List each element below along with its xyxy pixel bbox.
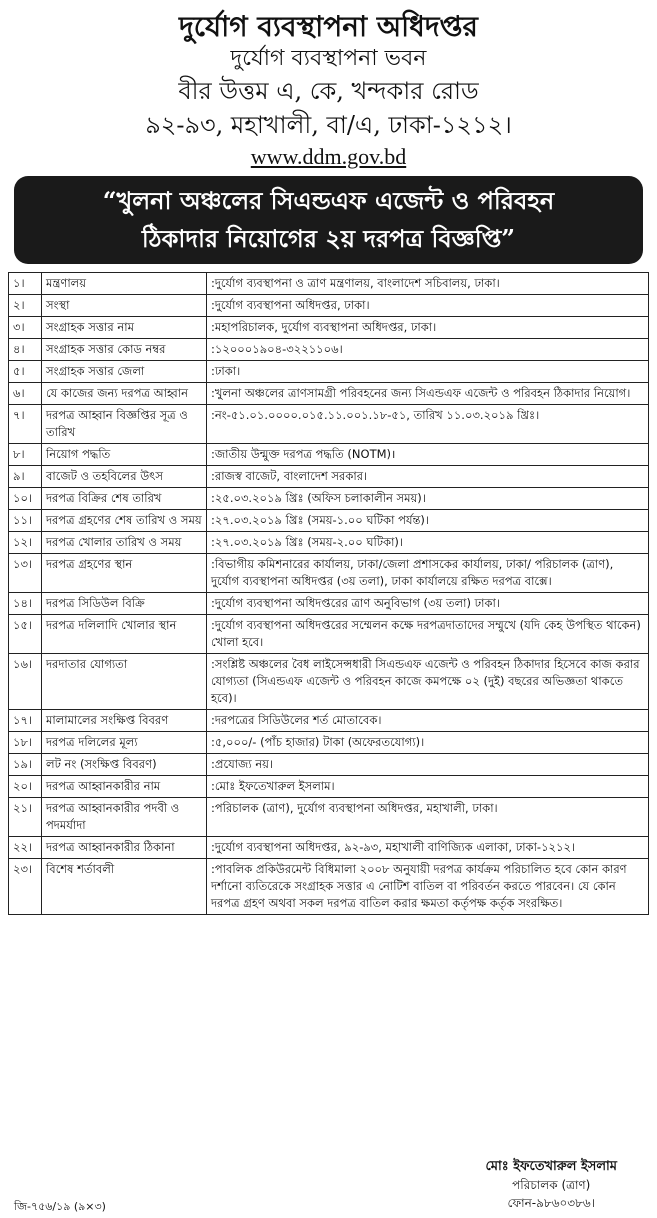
table-row [9,732,649,754]
row-label: সংগ্রাহক সত্তার কোড নম্বর [42,339,207,361]
row-value: :নং-৫১.০১.০০০০.০১৫.১১.০০১.১৮-৫১, তারিখ ১১.০৩.২০১৯ খ্রিঃ। [207,405,649,444]
signatory-phone: ফোন-৯৮৬০৩৮৬। [507,1196,595,1210]
row-number: ১৯। [9,754,42,776]
row-label: বিশেষ শর্তাবলী [42,859,207,915]
row-label: দরপত্র আহ্বানকারীর ঠিকানা [42,837,207,859]
row-value: :পরিচালক (ত্রাণ), দুর্যোগ ব্যবস্থাপনা অধিদপ্তর, মহাখালী, ঢাকা। [207,798,649,837]
row-value: :৫,০০০/- (পাঁচ হাজার) টাকা (অফেরতযোগ্য)। [207,732,649,754]
table-row [9,837,649,859]
road-name: বীর উত্তম এ, কে, খন্দকার রোড [178,77,479,105]
table-row [9,361,649,383]
banner-line-1: “খুলনা অঞ্চলের সিএন্ডএফ এজেন্ট ও পরিবহন [102,186,555,215]
row-number: ১৭। [9,710,42,732]
row-label: সংগ্রাহক সত্তার নাম [42,317,207,339]
row-value: :২৫.০৩.২০১৯ খ্রিঃ (অফিস চলাকালীন সময়)। [207,488,649,510]
table-row [9,405,649,444]
row-value: :১২০০০১৯০৪-৩২২১১০৬। [207,339,649,361]
row-label: নিয়োগ পদ্ধতি [42,444,207,466]
table-row [9,532,649,554]
row-number: ৬। [9,383,42,405]
row-number: ১৪। [9,593,42,615]
row-value: :প্রযোজ্য নয়। [207,754,649,776]
row-label: দরদাতার যোগ্যতা [42,654,207,710]
row-number: ১২। [9,532,42,554]
header [8,0,649,172]
signatory-designation: পরিচালক (ত্রাণ) [512,1178,591,1192]
signature-block [486,1158,617,1212]
row-label: বাজেট ও তহবিলের উৎস [42,466,207,488]
row-label: লট নং (সংক্ষিপ্ত বিবরণ) [42,754,207,776]
table-row [9,295,649,317]
table-row [9,554,649,593]
table-row [9,710,649,732]
row-number: ১৫। [9,615,42,654]
row-number: ২। [9,295,42,317]
website-link[interactable]: www.ddm.gov.bd [250,144,407,169]
table-row [9,383,649,405]
row-label: দরপত্র খোলার তারিখ ও সময় [42,532,207,554]
row-label: দরপত্র আহ্বানকারীর নাম [42,776,207,798]
row-value: :দুর্যোগ ব্যবস্থাপনা অধিদপ্তরের সম্মেলন কক্ষে দরপত্রদাতাদের সম্মুখে (যদি কেহ উপস্থিত থাকেন) খোলা হবে। [207,615,649,654]
table-row [9,510,649,532]
row-label: যে কাজের জন্য দরপত্র আহ্বান [42,383,207,405]
row-number: ১৬। [9,654,42,710]
table-row [9,466,649,488]
row-label: দরপত্র আহ্বানকারীর পদবী ও পদমর্যাদা [42,798,207,837]
row-label: মালামালের সংক্ষিপ্ত বিবরণ [42,710,207,732]
table-row [9,654,649,710]
row-number: ৩। [9,317,42,339]
row-value: :পাবলিক প্রকিউরমেন্ট বিধিমালা ২০০৮ অনুযায়ী দরপত্র কার্যক্রম পরিচালিত হবে কোন কারণ দর্শানো ব্যতিরেকে সংগ্রাহক সত্তার এ নোটিশ বাতিল বা পরিবর্তন করতে পারবেন। যে কোন দরপত্র গ্রহণ অথবা সকল দরপত্র বাতিল করার ক্ষমতা কর্তৃপক্ষ কর্তৃক সংরক্ষিত। [207,859,649,915]
row-value: :২৭.০৩.২০১৯ খ্রিঃ (সময়-১.০০ ঘটিকা পর্যন্ত)। [207,510,649,532]
signatory-name: মোঃ ইফতেখারুল ইসলাম [485,1159,617,1174]
row-value: :রাজস্ব বাজেট, বাংলাদেশ সরকার। [207,466,649,488]
row-number: ২২। [9,837,42,859]
table-row [9,488,649,510]
table-row [9,339,649,361]
row-label: দরপত্র বিক্রির শেষ তারিখ [42,488,207,510]
row-number: ১৮। [9,732,42,754]
row-value: :মোঃ ইফতেখারুল ইসলাম। [207,776,649,798]
row-value: :২৭.০৩.২০১৯ খ্রিঃ (সময়-২.০০ ঘটিকা)। [207,532,649,554]
row-value: :দরপত্রের সিডিউলের শর্ত মোতাবেক। [207,710,649,732]
row-number: ৯। [9,466,42,488]
table-row [9,593,649,615]
row-value: :বিভাগীয় কমিশনারের কার্যালয়, ঢাকা/জেলা প্রশাসকের কার্যালয়, ঢাকা/ পরিচালক (ত্রাণ), দুর্যোগ ব্যবস্থাপনা অধিদপ্তর (৩য় তলা), ঢাকা কার্যালয়ে রক্ষিত দরপত্র বাক্সে। [207,554,649,593]
row-value: :দুর্যোগ ব্যবস্থাপনা অধিদপ্তর, ৯২-৯৩, মহাখালী বাণিজ্যিক এলাকা, ঢাকা-১২১২। [207,837,649,859]
row-value: :ঢাকা। [207,361,649,383]
row-label: দরপত্র দলিলের মূল্য [42,732,207,754]
row-label: দরপত্র গ্রহণের শেষ তারিখ ও সময় [42,510,207,532]
reference-number: জি-৭৫৬/১৯ (৯×৩) [14,1200,106,1213]
notice-title-banner [14,176,643,264]
row-number: ৪। [9,339,42,361]
row-label: সংগ্রাহক সত্তার জেলা [42,361,207,383]
building-name: দুর্যোগ ব্যবস্থাপনা ভবন [230,46,427,71]
row-label: দরপত্র সিডিউল বিক্রি [42,593,207,615]
row-value: :দুর্যোগ ব্যবস্থাপনা অধিদপ্তর, ঢাকা। [207,295,649,317]
table-row [9,273,649,295]
row-label: মন্ত্রণালয় [42,273,207,295]
row-value: :জাতীয় উন্মুক্ত দরপত্র পদ্ধতি (NOTM)। [207,444,649,466]
table-row [9,859,649,915]
row-number: ৭। [9,405,42,444]
address: ৯২-৯৩, মহাখালী, বা/এ, ঢাকা-১২১২। [145,111,512,139]
table-row [9,798,649,837]
row-number: ১। [9,273,42,295]
row-value: :খুলনা অঞ্চলের ত্রাণসামগ্রী পরিবহনের জন্য সিএন্ডএফ এজেন্ট ও পরিবহন ঠিকাদার নিয়োগ। [207,383,649,405]
row-number: ৮। [9,444,42,466]
table-row [9,776,649,798]
row-label: দরপত্র গ্রহণের স্থান [42,554,207,593]
row-value: :দুর্যোগ ব্যবস্থাপনা ও ত্রাণ মন্ত্রণালয়, বাংলাদেশ সচিবালয়, ঢাকা। [207,273,649,295]
row-number: ১৩। [9,554,42,593]
row-number: ২০। [9,776,42,798]
row-number: ২৩। [9,859,42,915]
row-number: ১১। [9,510,42,532]
row-number: ৫। [9,361,42,383]
row-number: ২১। [9,798,42,837]
table-row [9,754,649,776]
table-row [9,317,649,339]
table-row [9,444,649,466]
row-value: :সংশ্লিষ্ট অঞ্চলের বৈধ লাইসেন্সধারী সিএন্ডএফ এজেন্ট ও পরিবহন ঠিকাদার হিসেবে কাজ করার যোগ্যতা (সিএন্ডএফ এজেন্ট ও পরিবহন কাজে কমপক্ষে ০২ (দুই) বছরের অভিজ্ঞতা থাকতে হবে)। [207,654,649,710]
details-table [8,272,649,915]
banner-line-2: ঠিকাদার নিয়োগের ২য় দরপত্র বিজ্ঞপ্তি” [141,224,516,253]
row-value: :দুর্যোগ ব্যবস্থাপনা অধিদপ্তরের ত্রাণ অনুবিভাগ (৩য় তলা) ঢাকা। [207,593,649,615]
row-label: সংস্থা [42,295,207,317]
org-name: দুর্যোগ ব্যবস্থাপনা অধিদপ্তর [179,10,478,43]
row-label: দরপত্র দলিলাদি খোলার স্থান [42,615,207,654]
row-value: :মহাপরিচালক, দুর্যোগ ব্যবস্থাপনা অধিদপ্তর, ঢাকা। [207,317,649,339]
table-row [9,615,649,654]
row-number: ১০। [9,488,42,510]
row-label: দরপত্র আহ্বান বিজ্ঞপ্তির সূত্র ও তারিখ [42,405,207,444]
